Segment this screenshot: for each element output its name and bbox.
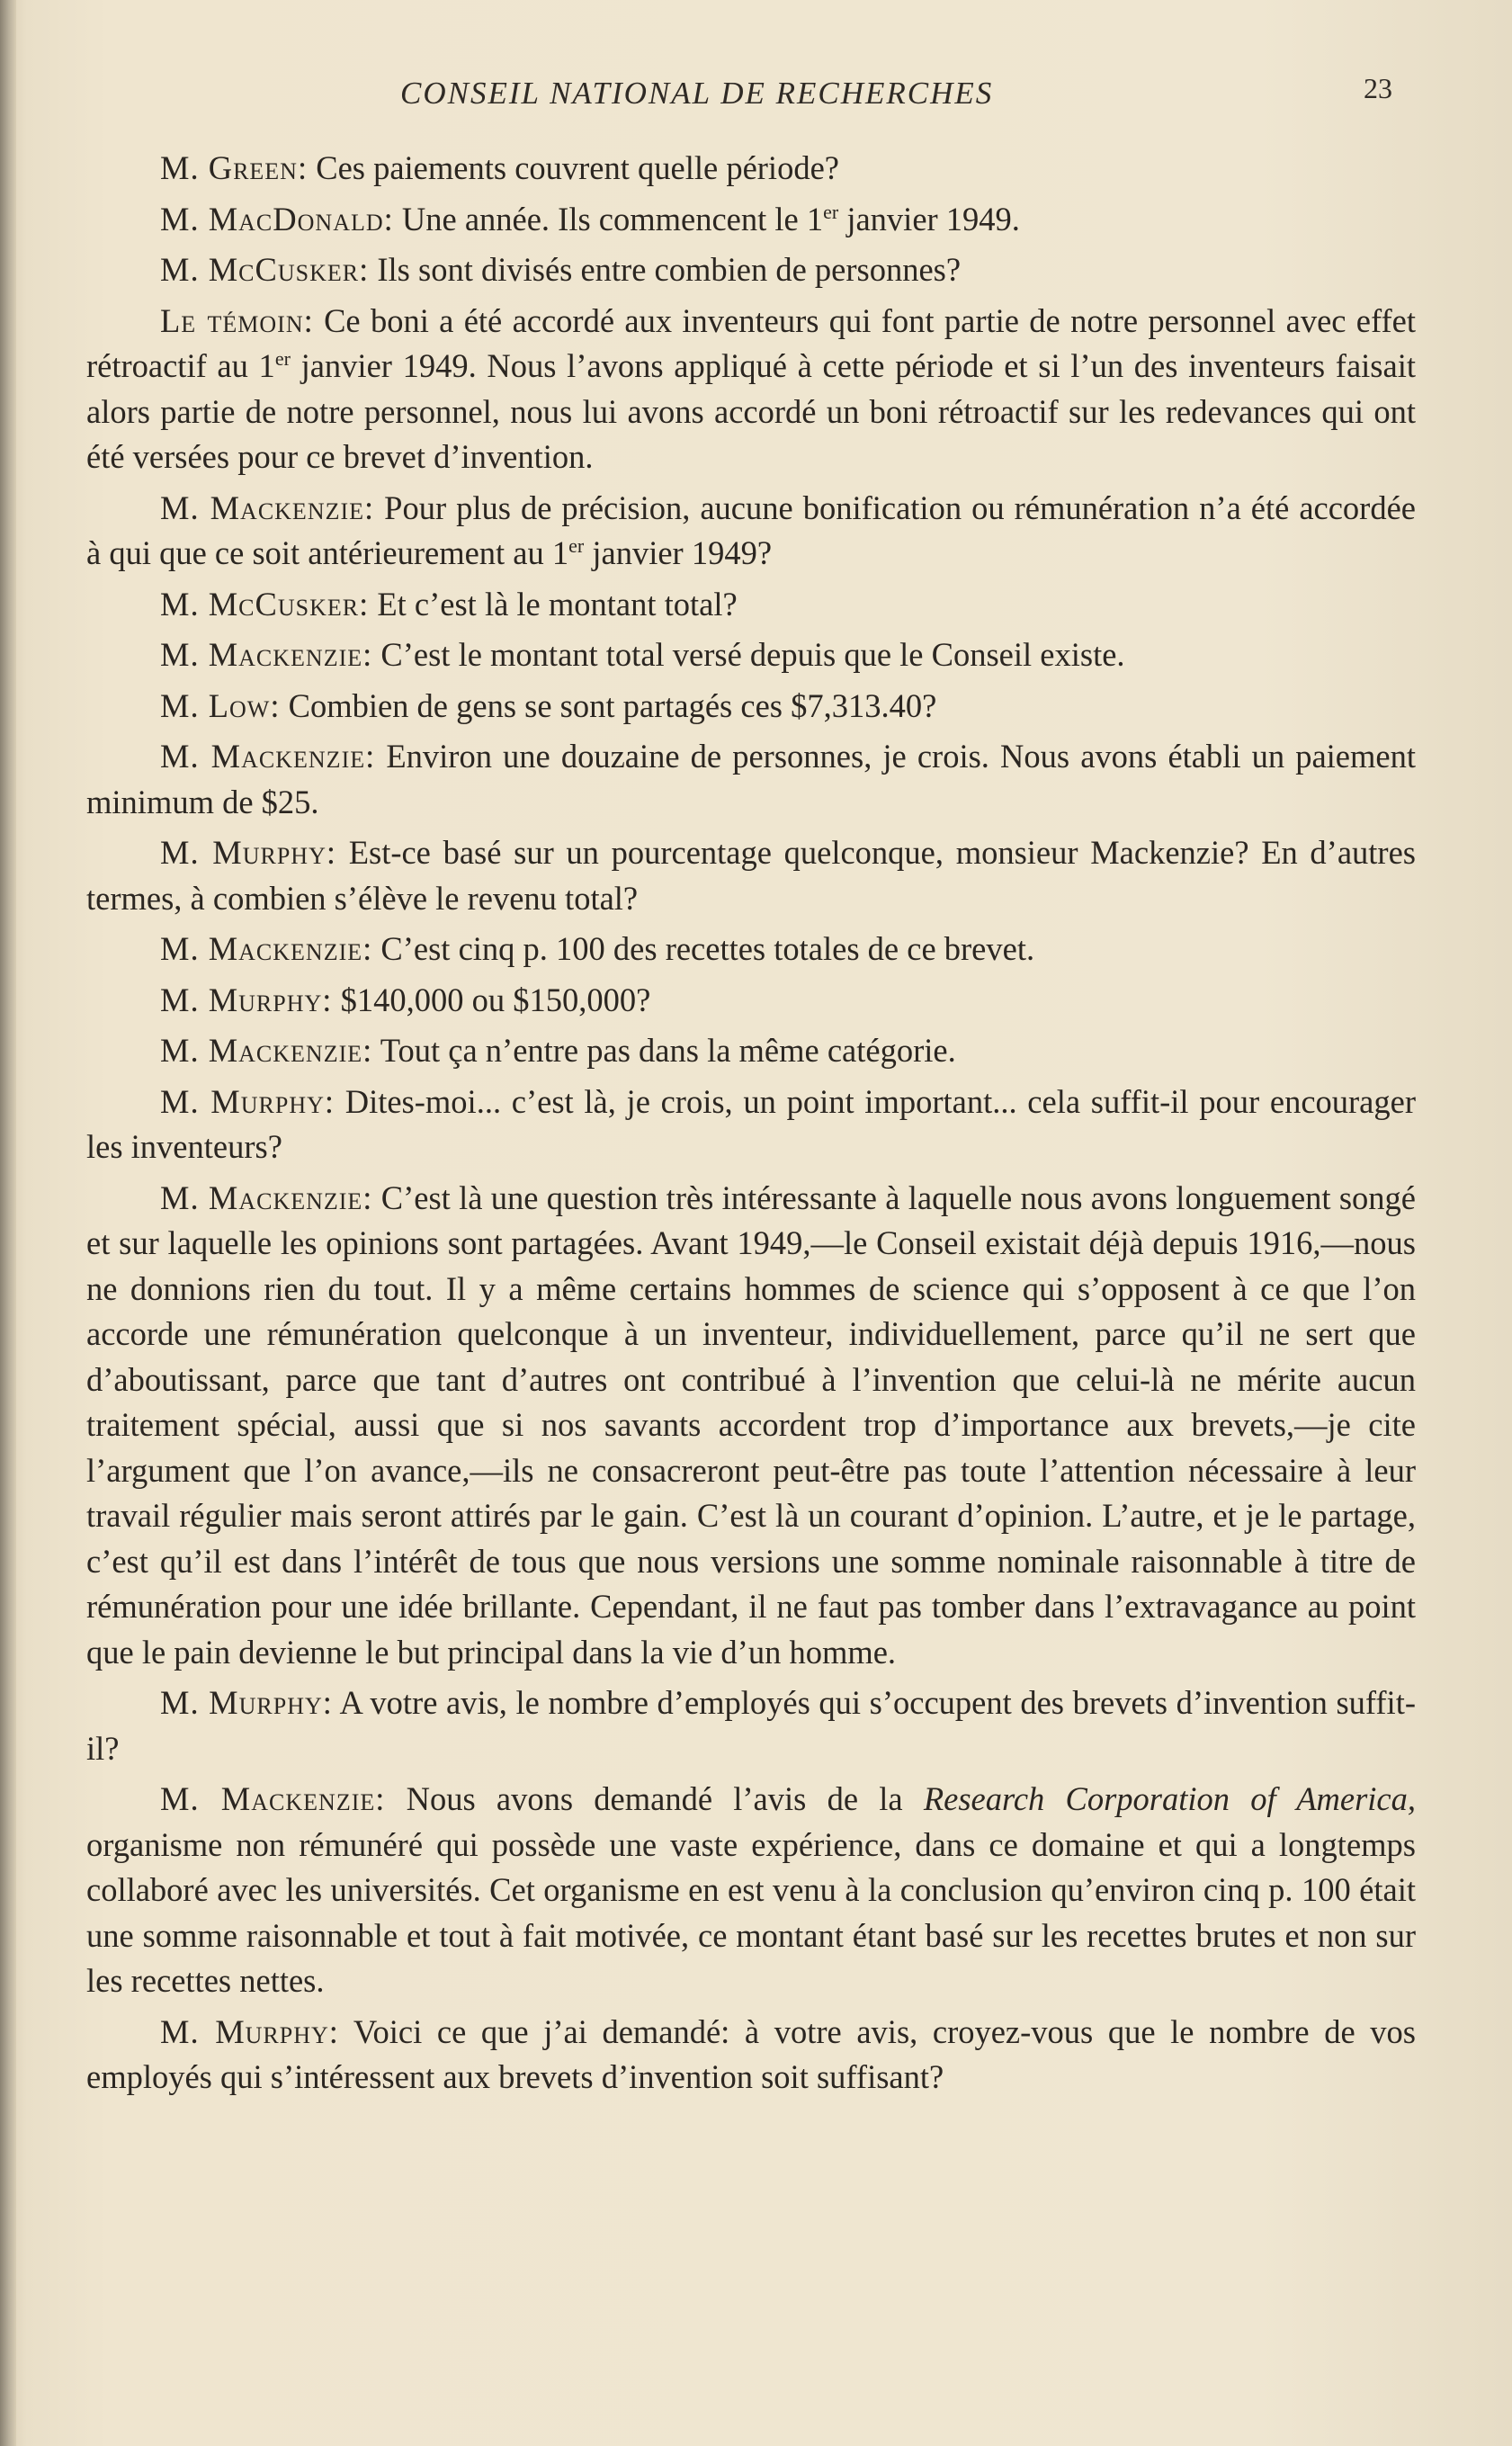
paragraph-text: janvier 1949. — [838, 200, 1020, 237]
paragraph-text: Ce boni a été accordé aux inventeurs qui font partie de notre personnel avec effet rétroactif au 1 — [86, 301, 1416, 384]
page-header — [0, 72, 1512, 126]
paragraph — [86, 486, 1416, 577]
speaker-label: M. Mackenzie: — [160, 488, 375, 526]
paragraph-text: Environ une douzaine de personnes, je crois. Nous avons établi un paiement minimum de $25. — [86, 738, 1416, 820]
paragraph-text: Tout ça n’entre pas dans la même catégorie. — [372, 1032, 956, 1069]
speaker-label: M. Mackenzie: — [160, 738, 376, 775]
paragraph — [86, 1777, 1416, 2004]
paragraph — [86, 146, 1416, 192]
speaker-label: M. Murphy: — [160, 834, 336, 871]
paragraph-text: organisme non rémunéré qui possède une vaste expérience, dans ce domaine et qui a longtemps collaboré avec les universités. Cet organisme en est venu à la conclusion qu’environ cinq p. 100 était une somme raisonnable et tout à fait motivée, ce montant étant basé sur les recettes brutes et non sur les recettes nettes. — [86, 1825, 1416, 1999]
transcript-body — [86, 146, 1416, 2106]
paragraph-text: A votre avis, le nombre d’employés qui s’occupent des brevets d’invention suffit-il? — [86, 1684, 1416, 1767]
paragraph — [86, 197, 1416, 243]
speaker-label: M. Murphy: — [160, 2012, 339, 2050]
paragraph — [86, 684, 1416, 730]
paragraph-text: Voici ce que j’ai demandé: à votre avis, croyez-vous que le nombre de vos employés qui s’intéressent aux brevets d’invention soit suffisant? — [86, 2012, 1416, 2095]
paragraph — [86, 1080, 1416, 1170]
speaker-label: M. Mackenzie: — [160, 1032, 373, 1069]
paragraph — [86, 978, 1416, 1024]
organization-name: Research Corporation of America, — [923, 1780, 1417, 1817]
paragraph-text: Et c’est là le montant total? — [369, 585, 738, 623]
paragraph — [86, 1176, 1416, 1676]
speaker-label: M. Mackenzie: — [160, 1780, 386, 1817]
ordinal-superscript: er — [274, 346, 291, 370]
paragraph — [86, 927, 1416, 972]
paragraph — [86, 299, 1416, 480]
paragraph-text: janvier 1949. Nous l’avons appliqué à cette période et si l’un des inventeurs faisait alors partie de notre personnel, nous lui avons accordé un boni rétroactif sur les redevances qui ont été versées pour ce brevet d’invention. — [86, 347, 1416, 475]
page-number: 23 — [1364, 72, 1392, 104]
speaker-label: M. Murphy: — [160, 1684, 333, 1721]
speaker-label: M. Mackenzie: — [160, 1178, 373, 1216]
speaker-label: M. Mackenzie: — [160, 636, 373, 673]
paragraph — [86, 632, 1416, 678]
paragraph-text: janvier 1949? — [584, 534, 773, 571]
ordinal-superscript: er — [823, 200, 839, 223]
speaker-label: M. Mackenzie: — [160, 930, 373, 967]
paragraph-text: $140,000 ou $150,000? — [332, 981, 651, 1018]
paragraph-text: Une année. Ils commencent le 1 — [393, 200, 824, 237]
paragraph — [86, 1680, 1416, 1771]
paragraph-text: Ces paiements couvrent quelle période? — [308, 149, 839, 186]
paragraph — [86, 734, 1416, 825]
paragraph-text: Combien de gens se sont partagés ces $7,313.40? — [280, 686, 937, 724]
paragraph-text: Est-ce basé sur un pourcentage quelconque, monsieur Mackenzie? En d’autres termes, à combien s’élève le revenu total? — [86, 834, 1416, 917]
speaker-label: M. Low: — [160, 686, 281, 724]
speaker-label: M. Green: — [160, 149, 309, 186]
ordinal-superscript: er — [568, 533, 585, 557]
speaker-label: M. MacDonald: — [160, 200, 394, 237]
running-title: CONSEIL NATIONAL DE RECHERCHES — [400, 76, 994, 111]
binding-gutter — [0, 0, 16, 2446]
speaker-label: M. McCusker: — [160, 251, 370, 288]
paragraph — [86, 830, 1416, 921]
paragraph — [86, 582, 1416, 628]
paragraph — [86, 2010, 1416, 2101]
paragraph-text: Ils sont divisés entre combien de personnes? — [369, 251, 962, 288]
paragraph — [86, 1028, 1416, 1074]
paragraph-text: Dites-moi... c’est là, je crois, un point important... cela suffit-il pour encourager les inventeurs? — [86, 1082, 1416, 1165]
paragraph-text: Pour plus de précision, aucune bonification ou rémunération n’a été accordée à qui que ce soit antérieurement au 1 — [86, 488, 1416, 571]
paragraph-text: Nous avons demandé l’avis de la — [385, 1780, 924, 1817]
paragraph-text: C’est là une question très intéressante à laquelle nous avons longuement songé et sur laquelle les opinions sont partagées. Avant 1949,—le Conseil existait déjà depuis 1916,—nous ne donnions rien du tout. Il y a même certains hommes de science qui s’opposent à ce que l’on accorde une rémunération quelconque à un inventeur, individuellement, parce qu’il ne sert que d’aboutissant, parce que tant d’autres ont contribué à l’invention que celui-là ne mérite aucun traitement spécial, aussi que si nos savants accordent trop d’importance aux brevets,—je cite l’argument que l’on avance,—ils ne consacreront peut-être pas toute l’attention nécessaire à leur travail régulier mais seront attirés par le gain. C’est là un courant d’opinion. L’autre, et je le partage, c’est qu’il est dans l’intérêt de tous que nous versions une somme nominale raisonnable à titre de rémunération pour une idée brillante. Cependant, il ne faut pas tomber dans l’extravagance au point que le pain devienne le but principal dans la vie d’un homme. — [86, 1178, 1417, 1671]
speaker-label: M. Murphy: — [160, 981, 333, 1018]
speaker-label: M. McCusker: — [160, 585, 370, 623]
paragraph — [86, 247, 1416, 293]
speaker-label: Le témoin: — [160, 301, 314, 339]
paragraph-text: C’est cinq p. 100 des recettes totales de ce brevet. — [372, 930, 1035, 967]
speaker-label: M. Murphy: — [160, 1082, 336, 1120]
paragraph-text: C’est le montant total versé depuis que le Conseil existe. — [372, 636, 1125, 673]
